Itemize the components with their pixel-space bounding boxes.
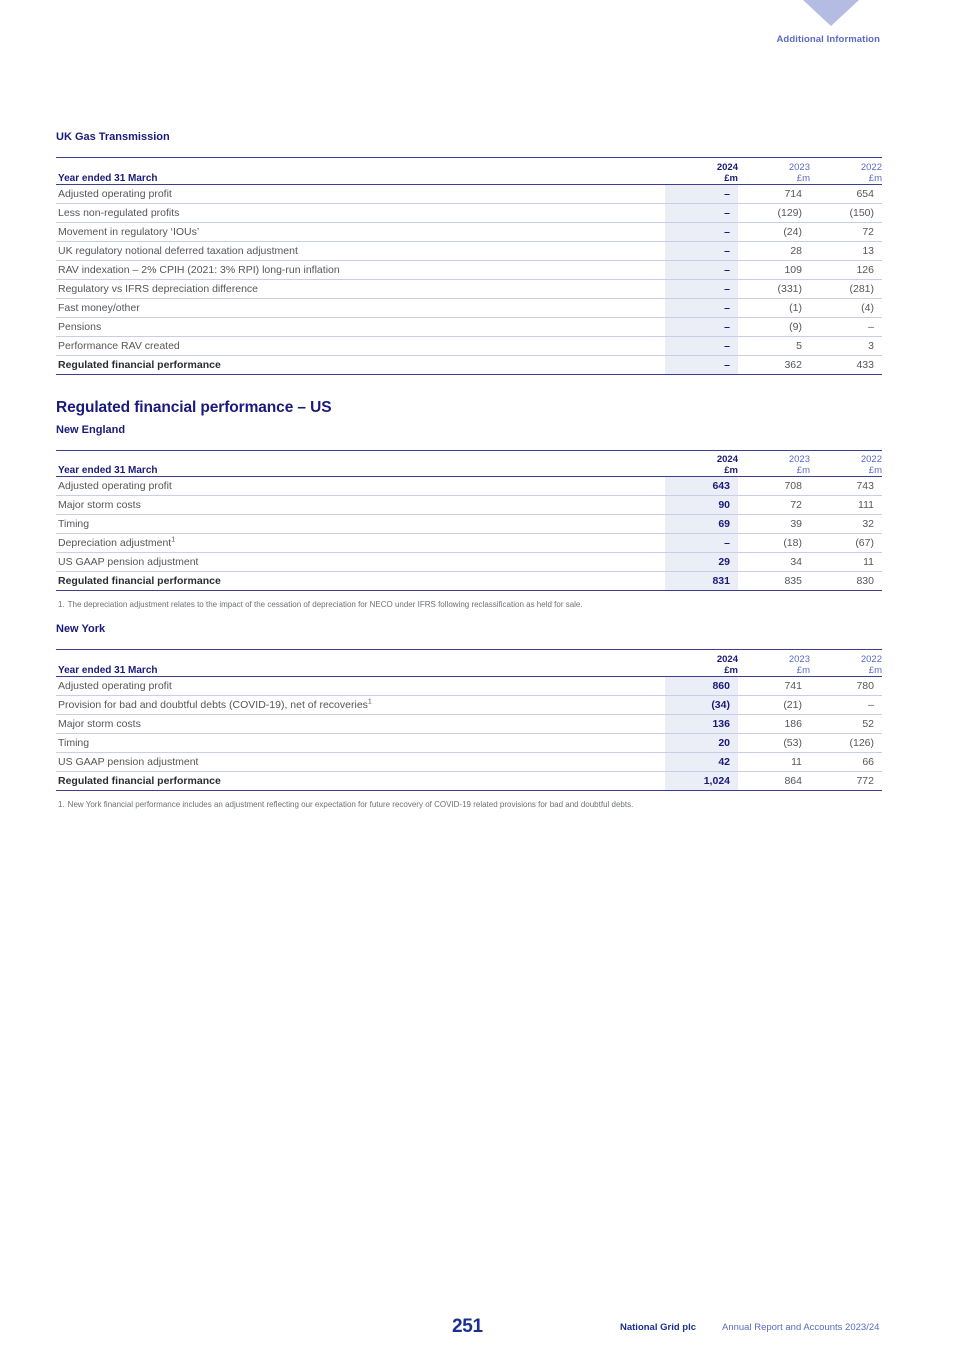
column-header-unit-2024: £m [665, 173, 738, 185]
table-total-row [56, 572, 882, 591]
cell-2023: (24) [738, 222, 810, 241]
cell-2023: 186 [738, 714, 810, 733]
section-tab-label: Additional Information [776, 34, 880, 45]
table-new-england [56, 450, 882, 592]
cell-2022: 3 [810, 336, 882, 355]
table-row [56, 222, 882, 241]
cell-2024: – [665, 184, 738, 203]
table-row [56, 260, 882, 279]
column-header-unit-2023: £m [738, 665, 810, 677]
cell-2024: – [665, 260, 738, 279]
total-2024: 831 [665, 572, 738, 591]
table-row [56, 714, 882, 733]
cell-2024: – [665, 534, 738, 553]
cell-2023: 11 [738, 752, 810, 771]
footnote-text: New York financial performance includes an adjustment reflecting our expectation for future recovery of COVID-19 related provisions for bad and doubtful debts. [67, 799, 634, 809]
column-header-year-2022: 2022 [860, 454, 882, 465]
cell-2024: – [665, 203, 738, 222]
table-uk-gas-transmission [56, 157, 882, 375]
row-label: Timing [56, 515, 665, 534]
cell-2022: (126) [810, 733, 882, 752]
total-2022: 772 [810, 771, 882, 790]
cell-2022: 32 [810, 515, 882, 534]
total-label: Regulated financial performance [56, 771, 665, 790]
column-header-unit-2022: £m [810, 465, 882, 477]
cell-2024: – [665, 298, 738, 317]
footnote-number: 1. [58, 799, 65, 809]
table-row [56, 203, 882, 222]
total-2022: 433 [810, 355, 882, 374]
header-spacer [56, 454, 665, 465]
column-header-unit-2022: £m [810, 173, 882, 185]
cell-2023: (129) [738, 203, 810, 222]
table-total-row [56, 355, 882, 374]
page-content [56, 0, 882, 811]
cell-2023: 72 [738, 496, 810, 515]
row-label: Adjusted operating profit [56, 184, 665, 203]
total-2023: 835 [738, 572, 810, 591]
column-header-year-2022: 2022 [860, 653, 882, 665]
cell-2023: 708 [738, 477, 810, 496]
header-spacer [56, 162, 665, 173]
row-label: UK regulatory notional deferred taxation adjustment [56, 241, 665, 260]
cell-2022: (281) [810, 279, 882, 298]
heading-uk-gas-transmission: UK Gas Transmission [56, 131, 170, 143]
column-header-unit-2024: £m [665, 665, 738, 677]
row-label: Pensions [56, 317, 665, 336]
table-row [56, 184, 882, 203]
table-row [56, 317, 882, 336]
page-footer [0, 1316, 968, 1340]
row-label: US GAAP pension adjustment [56, 752, 665, 771]
row-label: Less non-regulated profits [56, 203, 665, 222]
cell-2023: 34 [738, 553, 810, 572]
cell-2024: 20 [665, 733, 738, 752]
column-header-label: Year ended 31 March [56, 665, 665, 677]
row-label: Fast money/other [56, 298, 665, 317]
cell-2023: (1) [738, 298, 810, 317]
table-row [56, 695, 882, 714]
cell-2024: – [665, 317, 738, 336]
row-label: RAV indexation – 2% CPIH (2021: 3% RPI) long-run inflation [56, 260, 665, 279]
cell-2023: (53) [738, 733, 810, 752]
cell-2024: – [665, 241, 738, 260]
column-header-unit-2022: £m [810, 665, 882, 677]
total-2024: 1,024 [665, 771, 738, 790]
cell-2022: 52 [810, 714, 882, 733]
cell-2022: 126 [810, 260, 882, 279]
table-row [56, 496, 882, 515]
table-header [56, 650, 882, 677]
column-header-year-2023: 2023 [788, 653, 810, 665]
column-header-label: Year ended 31 March [56, 465, 665, 477]
cell-2023: (21) [738, 695, 810, 714]
cell-2024: 90 [665, 496, 738, 515]
header-spacer [56, 654, 665, 665]
row-label: Movement in regulatory ‘IOUs’ [56, 222, 665, 241]
footnote-ref: 1 [367, 698, 372, 705]
page-number: 251 [452, 1316, 483, 1337]
cell-2024: 29 [665, 553, 738, 572]
footnote-text: The depreciation adjustment relates to the impact of the cessation of depreciation for NECO under IFRS following reclassification as held for sale. [67, 600, 583, 609]
cell-2024: 42 [665, 752, 738, 771]
cell-2024: – [665, 222, 738, 241]
column-header-year-2024: 2024 [716, 161, 738, 173]
cell-2024: 860 [665, 676, 738, 695]
cell-2022: (67) [810, 534, 882, 553]
cell-2023: 109 [738, 260, 810, 279]
heading-regulated-financial-performance-us: Regulated financial performance – US [56, 398, 332, 416]
total-2023: 864 [738, 771, 810, 790]
company-name: National Grid plc [620, 1322, 697, 1333]
table-new-york [56, 649, 882, 791]
column-header-unit-2023: £m [738, 465, 810, 477]
row-label: US GAAP pension adjustment [56, 553, 665, 572]
cell-2022: 780 [810, 676, 882, 695]
table-row [56, 534, 882, 553]
column-header-year-2023: 2023 [788, 454, 810, 465]
table-header [56, 450, 882, 477]
cell-2023: 28 [738, 241, 810, 260]
report-title: Annual Report and Accounts 2023/24 [722, 1322, 880, 1333]
cell-2023: (18) [738, 534, 810, 553]
table-row [56, 241, 882, 260]
row-label: Adjusted operating profit [56, 477, 665, 496]
cell-2022: 111 [810, 496, 882, 515]
table-row [56, 477, 882, 496]
row-label-text: Depreciation adjustment [58, 537, 172, 549]
cell-2022: 654 [810, 184, 882, 203]
cell-2023: (9) [738, 317, 810, 336]
cell-2024: – [665, 279, 738, 298]
cell-2024: – [665, 336, 738, 355]
table-header [56, 158, 882, 185]
cell-2022: (4) [810, 298, 882, 317]
cell-2023: (331) [738, 279, 810, 298]
row-label-text: Provision for bad and doubtful debts (COVID-19), net of recoveries [58, 698, 368, 711]
footnote-number: 1. [58, 600, 65, 609]
column-header-year-2024: 2024 [716, 454, 738, 465]
cell-2024: 643 [665, 477, 738, 496]
heading-new-england: New England [56, 423, 126, 436]
column-header-year-2024: 2024 [716, 653, 738, 665]
footnote-new-york [56, 799, 882, 811]
cell-2022: (150) [810, 203, 882, 222]
row-label: Regulatory vs IFRS depreciation difference [56, 279, 665, 298]
cell-2023: 741 [738, 676, 810, 695]
cell-2023: 39 [738, 515, 810, 534]
table-row [56, 279, 882, 298]
row-label: Adjusted operating profit [56, 676, 665, 695]
cell-2023: 714 [738, 184, 810, 203]
row-label [56, 534, 665, 553]
table-row [56, 336, 882, 355]
total-2024: – [665, 355, 738, 374]
table-row [56, 515, 882, 534]
column-header-year-2022: 2022 [860, 161, 882, 173]
footnote-ref: 1 [171, 536, 176, 544]
row-label: Timing [56, 733, 665, 752]
footnote-new-england [56, 599, 882, 611]
cell-2022: – [810, 695, 882, 714]
total-2022: 830 [810, 572, 882, 591]
table-total-row [56, 771, 882, 790]
cell-2022: 11 [810, 553, 882, 572]
row-label: Major storm costs [56, 714, 665, 733]
cell-2024: (34) [665, 695, 738, 714]
cell-2023: 5 [738, 336, 810, 355]
total-label: Regulated financial performance [56, 355, 665, 374]
column-header-label: Year ended 31 March [56, 173, 665, 185]
cell-2024: 69 [665, 515, 738, 534]
table-body [56, 676, 882, 790]
cell-2022: 72 [810, 222, 882, 241]
table-row [56, 553, 882, 572]
row-label: Major storm costs [56, 496, 665, 515]
total-2023: 362 [738, 355, 810, 374]
column-header-unit-2024: £m [665, 465, 738, 477]
cell-2022: 743 [810, 477, 882, 496]
cell-2022: – [810, 317, 882, 336]
table-row [56, 676, 882, 695]
table-row [56, 298, 882, 317]
cell-2022: 66 [810, 752, 882, 771]
column-header-unit-2023: £m [738, 173, 810, 185]
table-body [56, 477, 882, 591]
heading-new-york: New York [56, 623, 106, 635]
table-row [56, 752, 882, 771]
row-label [56, 695, 665, 714]
column-header-year-2023: 2023 [788, 161, 810, 173]
table-row [56, 733, 882, 752]
cell-2024: 136 [665, 714, 738, 733]
cell-2022: 13 [810, 241, 882, 260]
row-label: Performance RAV created [56, 336, 665, 355]
total-label: Regulated financial performance [56, 572, 665, 591]
table-body [56, 184, 882, 374]
